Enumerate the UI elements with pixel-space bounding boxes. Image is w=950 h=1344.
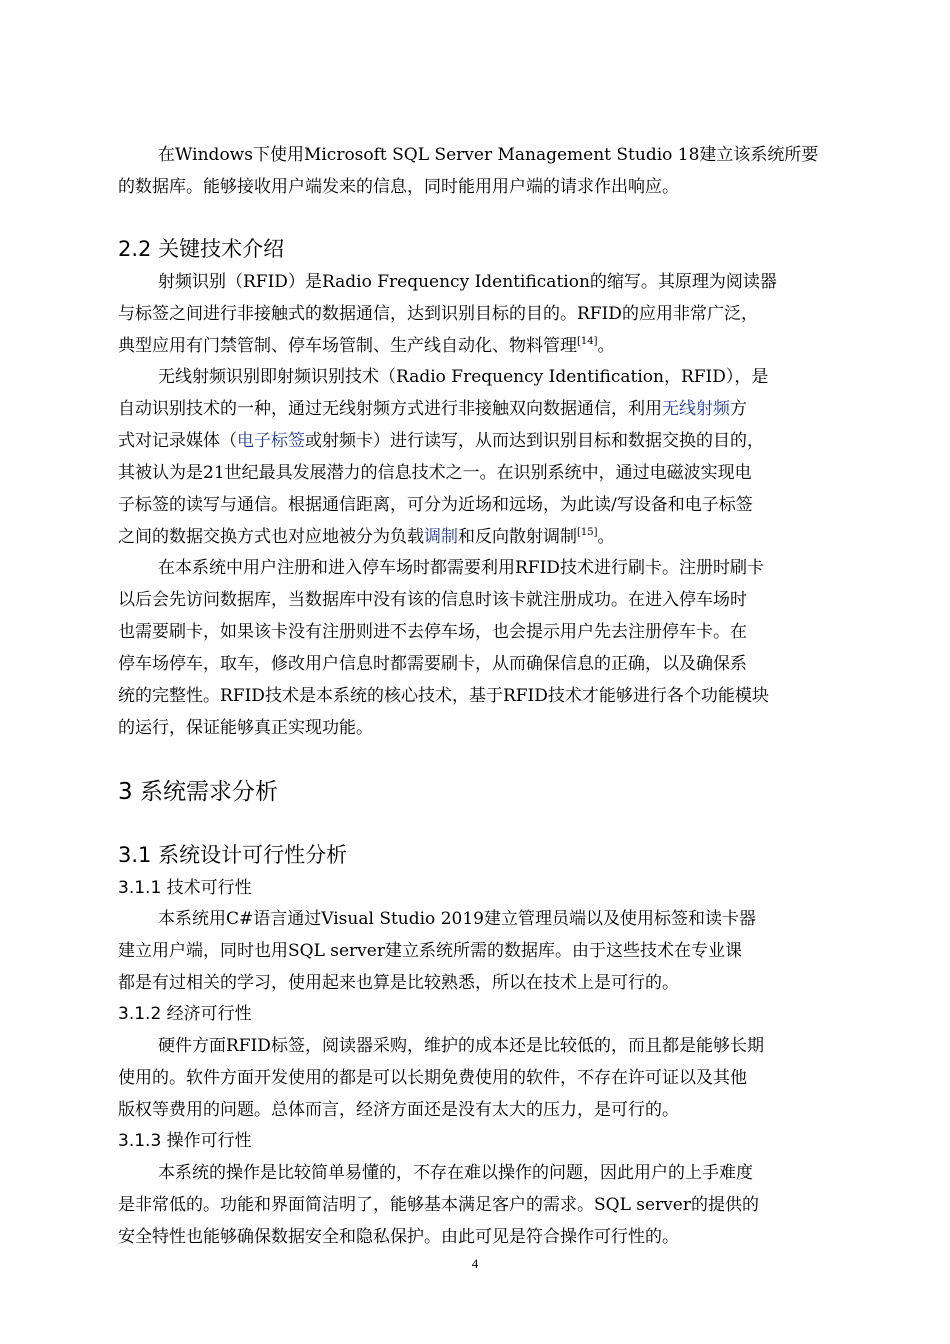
subsection-heading-3-1-3: 3.1.3 操作可行性 bbox=[118, 1131, 252, 1151]
text-line: 使用的。软件方面开发使用的都是可以长期免费使用的软件，不存在许可证以及其他 bbox=[118, 1068, 747, 1088]
paragraph-economic-feasibility bbox=[118, 1030, 844, 1126]
text-line: 射频识别（RFID）是Radio Frequency Identification的缩写。其原理为阅读器 bbox=[158, 272, 777, 292]
text-line: 在Windows下使用Microsoft SQL Server Management Studio 18建立该系统所要 bbox=[158, 145, 819, 165]
text-line: 是非常低的。功能和界面简洁明了，能够基本满足客户的需求。SQL server的提供的 bbox=[118, 1195, 759, 1215]
link-wireless-rf[interactable]: 无线射频 bbox=[662, 399, 730, 419]
text-run: 方 bbox=[730, 399, 747, 419]
text-line: 也需要刷卡，如果该卡没有注册则进不去停车场，也会提示用户先去注册停车卡。在 bbox=[118, 622, 747, 642]
text-line: 子标签的读写与通信。根据通信距离，可分为近场和远场，为此读/写设备和电子标签 bbox=[118, 495, 753, 515]
intro-paragraph bbox=[118, 139, 844, 203]
text-run: 典型应用有门禁管制、停车场管制、生产线自动化、物料管理 bbox=[118, 336, 577, 356]
text-line: 无线射频识别即射频识别技术（Radio Frequency Identification，RFID），是 bbox=[158, 367, 769, 387]
text-line: 本系统用C#语言通过Visual Studio 2019建立管理员端以及使用标签和读卡器 bbox=[158, 909, 756, 929]
chapter-heading-3: 3 系统需求分析 bbox=[118, 779, 278, 805]
text-line: 以后会先访问数据库，当数据库中没有该的信息时该卡就注册成功。在进入停车场时 bbox=[118, 590, 747, 610]
text-line: 统的完整性。RFID技术是本系统的核心技术，基于RFID技术才能够进行各个功能模块 bbox=[118, 686, 769, 706]
page-number: 4 bbox=[471, 1256, 479, 1271]
citation[interactable]: [14] bbox=[577, 336, 598, 347]
text-run: 。 bbox=[597, 336, 615, 356]
link-electronic-tag[interactable]: 电子标签 bbox=[237, 431, 305, 451]
text-line bbox=[118, 425, 844, 457]
text-line: 的数据库。能够接收用户端发来的信息，同时能用用户端的请求作出响应。 bbox=[118, 177, 679, 197]
text-run: 式对记录媒体（ bbox=[118, 431, 237, 451]
text-line: 安全特性也能够确保数据安全和隐私保护。由此可见是符合操作可行性的。 bbox=[118, 1227, 679, 1247]
paragraph-rfid-definition bbox=[118, 266, 844, 362]
text-line: 本系统的操作是比较简单易懂的，不存在难以操作的问题，因此用户的上手难度 bbox=[158, 1163, 753, 1183]
text-run: 或射频卡）进行读写，从而达到识别目标和数据交换的目的， bbox=[305, 431, 764, 451]
section-heading-3-1: 3.1 系统设计可行性分析 bbox=[118, 843, 348, 867]
paragraph-system-rfid-usage bbox=[118, 552, 844, 744]
paragraph-operational-feasibility bbox=[118, 1157, 844, 1253]
text-line: 的运行，保证能够真正实现功能。 bbox=[118, 718, 373, 738]
text-line: 与标签之间进行非接触式的数据通信，达到识别目标的目的。RFID的应用非常广泛， bbox=[118, 304, 758, 324]
text-line bbox=[118, 330, 844, 362]
text-line: 在本系统中用户注册和进入停车场时都需要利用RFID技术进行刷卡。注册时刷卡 bbox=[158, 558, 764, 578]
text-run: 。 bbox=[597, 527, 615, 547]
text-line: 其被认为是21世纪最具发展潜力的信息技术之一。在识别系统中，通过电磁波实现电 bbox=[118, 463, 752, 483]
text-line: 硬件方面RFID标签，阅读器采购，维护的成本还是比较低的，而且都是能够长期 bbox=[158, 1036, 764, 1056]
text-line bbox=[118, 393, 844, 425]
section-heading-2-2: 2.2 关键技术介绍 bbox=[118, 237, 285, 261]
text-line: 都是有过相关的学习，使用起来也算是比较熟悉，所以在技术上是可行的。 bbox=[118, 973, 679, 993]
text-line: 版权等费用的问题。总体而言，经济方面还是没有太大的压力，是可行的。 bbox=[118, 1100, 679, 1120]
text-line: 建立用户端，同时也用SQL server建立系统所需的数据库。由于这些技术在专业课 bbox=[118, 941, 742, 961]
text-run: 之间的数据交换方式也对应地被分为负载 bbox=[118, 527, 424, 547]
paragraph-technical-feasibility bbox=[118, 903, 844, 999]
text-line bbox=[118, 521, 844, 553]
text-run: 和反向散射调制 bbox=[458, 527, 577, 547]
citation[interactable]: [15] bbox=[577, 527, 598, 538]
text-line: 停车场停车，取车，修改用户信息时都需要刷卡，从而确保信息的正确，以及确保系 bbox=[118, 654, 747, 674]
paragraph-wireless-rfid bbox=[118, 361, 844, 553]
subsection-heading-3-1-1: 3.1.1 技术可行性 bbox=[118, 878, 252, 898]
link-modulation[interactable]: 调制 bbox=[424, 527, 458, 547]
subsection-heading-3-1-2: 3.1.2 经济可行性 bbox=[118, 1004, 252, 1024]
text-run: 自动识别技术的一种，通过无线射频方式进行非接触双向数据通信，利用 bbox=[118, 399, 662, 419]
